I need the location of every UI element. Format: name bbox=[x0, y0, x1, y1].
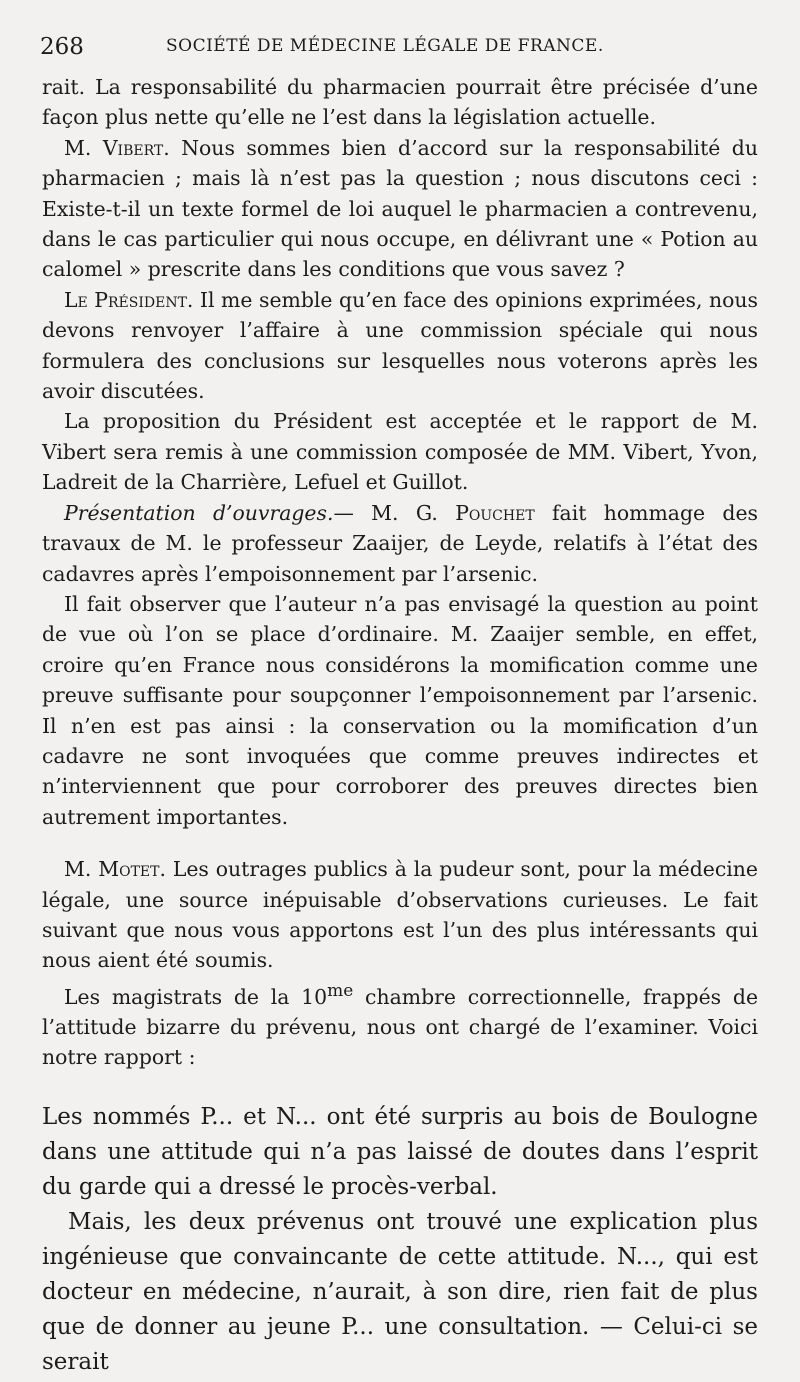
paragraph-text: chambre correctionnelle, frappés de l’attitude bizarre du prévenu, nous ont chargé de l’examiner. Voici notre rapport : bbox=[42, 984, 759, 1070]
speaker-name: Le Président. bbox=[64, 287, 194, 312]
section-gap bbox=[42, 832, 758, 854]
paragraph-text: Les magistrats de la 10 bbox=[64, 984, 328, 1009]
speaker-name: Pouchet bbox=[455, 500, 535, 525]
paragraph-observation: Il fait observer que l’auteur n’a pas envisagé la question au point de vue où l’on se place d’ordinaire. M. Zaaijer semble, en effet, croire qu’en France nous considérons la momification comme une preuve suffisante pour soupçonner l’empoisonnement par l’arsenic. Il n’en est pas ainsi : la conservation ou la momification d’un cadavre ne sont invoquées que comme preuves indirectes et n’interviennent que pour corroborer des preuves directes bien autrement importantes. bbox=[42, 591, 758, 829]
body-text bbox=[42, 72, 758, 1073]
paragraph-presentation bbox=[42, 498, 758, 589]
report-text bbox=[42, 1100, 758, 1380]
paragraph-text: Les outrages publics à la pudeur sont, pour la médecine légale, une source inépuisable d’observations curieuses. Le fait suivant que nous vous apportons est l’un des plus intéressants qui nous aient été soumis. bbox=[42, 857, 758, 973]
paragraph-motet bbox=[42, 854, 758, 976]
paragraph-vibert bbox=[42, 133, 758, 285]
speaker-name: M. Vibert. bbox=[64, 135, 170, 160]
paragraph-president bbox=[42, 285, 758, 407]
speaker-name: M. Motet. bbox=[64, 857, 166, 882]
report-paragraph-1: Les nommés P... et N... ont été surpris au bois de Boulogne dans une attitude qui n’a pas laissé de doutes dans l’esprit du garde qui a dressé le procès-verbal. bbox=[42, 1104, 758, 1200]
section-heading: Présentation d’ouvrages. bbox=[64, 500, 334, 525]
page-header bbox=[40, 28, 760, 64]
paragraph-magistrats bbox=[42, 976, 758, 1073]
paragraph-text: fait hommage des travaux de M. le professeur Zaaijer, de Leyde, relatifs à l’état des cadavres après l’empoisonnement par l’arsenic. bbox=[42, 500, 758, 586]
heading-dash: — M. G. bbox=[333, 500, 456, 525]
report-paragraph-2: Mais, les deux prévenus ont trouvé une explication plus ingénieuse que convaincante de cette attitude. N..., qui est docteur en médecine, n’aurait, à son dire, rien fait de plus que de donner au jeune P... une consultation. — Celui-ci se serait bbox=[42, 1209, 758, 1375]
page-number: 268 bbox=[40, 34, 84, 60]
ordinal-superscript: me bbox=[327, 980, 354, 1001]
paragraph-proposition: La proposition du Président est acceptée et le rapport de M. Vibert sera remis à une commission composée de MM. Vibert, Yvon, Ladreit de la Charrière, Lefuel et Guillot. bbox=[42, 409, 758, 495]
paragraph-text: Il me semble qu’en face des opinions exprimées, nous devons renvoyer l’affaire à une commission spéciale qui nous formulera des conclusions sur lesquelles nous voterons après les avoir discutées. bbox=[42, 287, 758, 404]
running-title: SOCIÉTÉ DE MÉDECINE LÉGALE DE FRANCE. bbox=[166, 36, 604, 56]
paragraph-text: Nous sommes bien d’accord sur la responsabilité du pharmacien ; mais là n’est pas la question ; nous discutons ceci : Existe-t-il un texte formel de loi auquel le pharmacien a contrevenu, dans le cas particulier qui nous occupe, en délivrant une « Potion au calomel » prescrite dans les conditions que vous savez ? bbox=[42, 135, 758, 282]
paragraph-continuation: rait. La responsabilité du pharmacien pourrait être précisée d’une façon plus nette qu’elle ne l’est dans la législation actuelle. bbox=[42, 75, 758, 130]
